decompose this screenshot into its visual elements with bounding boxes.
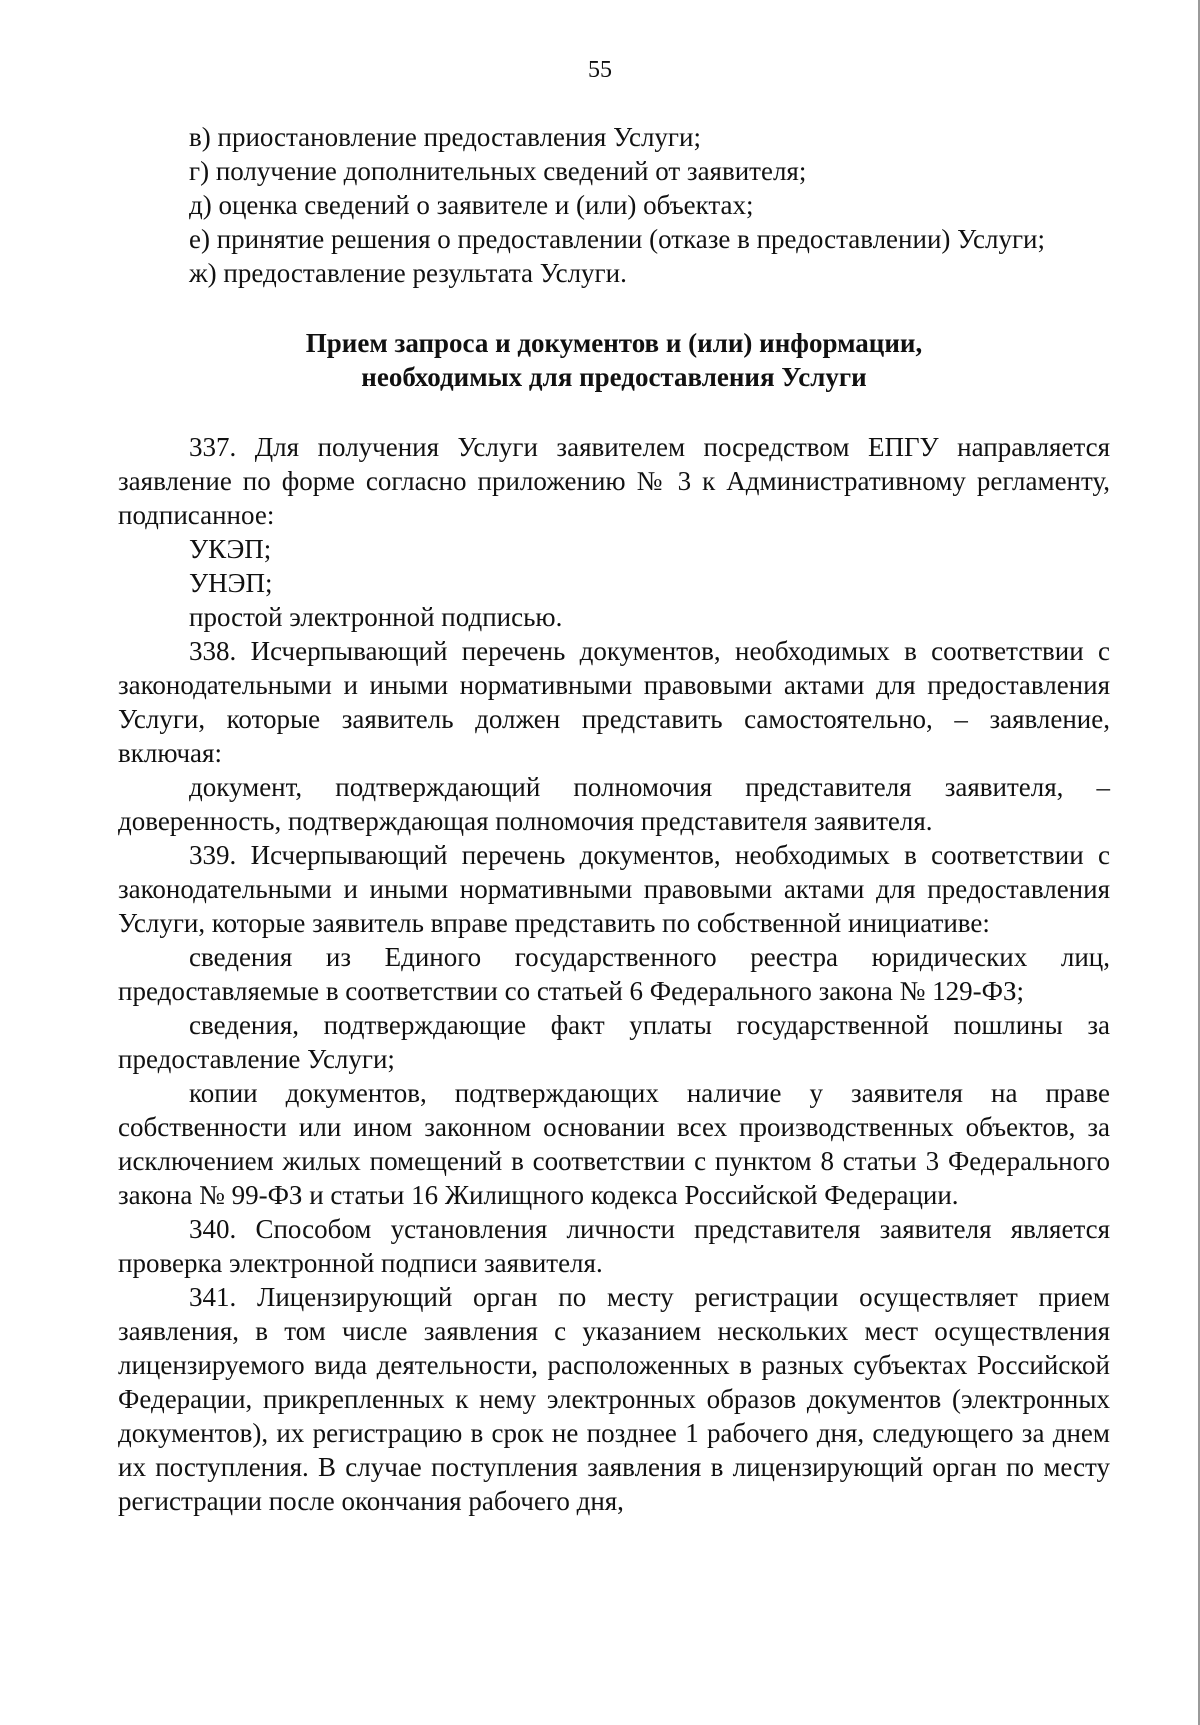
paragraph-340: 340. Способом установления личности представителя заявителя является проверка электронной подписи заявителя.: [118, 1214, 1110, 1278]
page-number: 55: [588, 57, 612, 83]
signature-type-item: простой электронной подписью.: [189, 602, 563, 632]
stage-list: [118, 120, 1110, 290]
list-item: г) получение дополнительных сведений от заявителя;: [189, 156, 807, 186]
signature-type-item: УКЭП;: [189, 534, 272, 564]
paragraph-338: 338. Исчерпывающий перечень документов, необходимых в соответствии с законодательными и иными нормативными правовыми актами для предоставления Услуги, которые заявитель должен представить самостоятельно, – заявление, включая:: [118, 636, 1110, 768]
paragraph-339-item: копии документов, подтверждающих наличие у заявителя на праве собственности или ином законном основании всех производственных объектов, за исключением жилых помещений в соответствии с пунктом 8 статьи 3 Федерального закона № 99-ФЗ и статьи 16 Жилищного кодекса Российской Федерации.: [118, 1078, 1110, 1210]
paragraph-338-item: документ, подтверждающий полномочия представителя заявителя, – доверенность, подтверждающая полномочия представителя заявителя.: [118, 772, 1110, 836]
list-item: в) приостановление предоставления Услуги;: [189, 122, 701, 152]
paragraph-339-item: сведения, подтверждающие факт уплаты государственной пошлины за предоставление Услуги;: [118, 1010, 1110, 1074]
paragraph-341: 341. Лицензирующий орган по месту регистрации осуществляет прием заявления, в том числе заявления с указанием нескольких мест осуществления лицензируемого вида деятельности, расположенных в разных субъектах Российской Федерации, прикрепленных к нему электронных образов документов (электронных документов), их регистрацию в срок не позднее 1 рабочего дня, следующего за днем их поступления. В случае поступления заявления в лицензирующий орган по месту регистрации после окончания рабочего дня,: [118, 1282, 1110, 1516]
section-heading-line: Прием запроса и документов и (или) информации,: [305, 328, 923, 358]
paragraph-339-item: сведения из Единого государственного реестра юридических лиц, предоставляемые в соответствии со статьей 6 Федерального закона № 129-ФЗ;: [118, 942, 1110, 1006]
document-body: [118, 120, 1110, 1518]
signature-type-item: УНЭП;: [189, 568, 273, 598]
paragraph-339: 339. Исчерпывающий перечень документов, необходимых в соответствии с законодательными и иными нормативными правовыми актами для предоставления Услуги, которые заявитель вправе представить по собственной инициативе:: [118, 840, 1110, 938]
section-heading: [118, 326, 1110, 394]
paragraph-337: 337. Для получения Услуги заявителем посредством ЕПГУ направляется заявление по форме согласно приложению № 3 к Административному регламенту, подписанное:: [118, 432, 1110, 530]
list-item: д) оценка сведений о заявителе и (или) объектах;: [189, 190, 754, 220]
list-item: ж) предоставление результата Услуги.: [189, 258, 627, 288]
section-heading-line: необходимых для предоставления Услуги: [361, 362, 867, 392]
list-item: е) принятие решения о предоставлении (отказе в предоставлении) Услуги;: [189, 224, 1045, 254]
